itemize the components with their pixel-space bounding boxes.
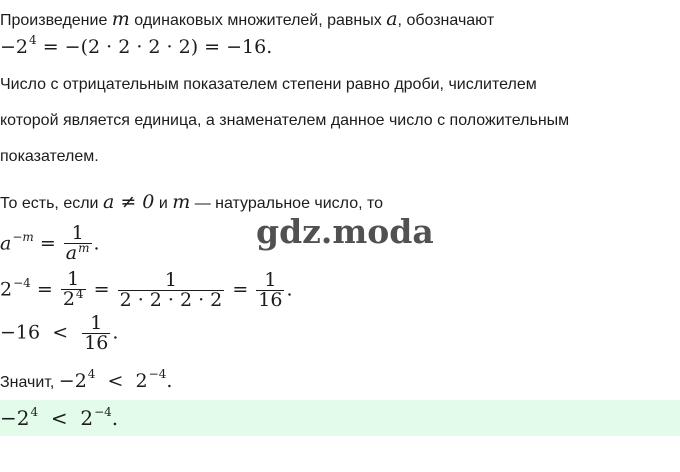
f2-fraction-3 (256, 271, 284, 310)
eq1-lhs-base: −2 (0, 36, 29, 58)
f2-fraction-2-den: 2 · 2 · 2 · 2 (119, 289, 223, 311)
f3-lt: < (52, 321, 69, 344)
var-a: a (386, 8, 398, 30)
f1-eq: = (39, 232, 56, 255)
formula-two-power (0, 270, 293, 311)
f2-lhs-exp: −4 (13, 275, 31, 290)
f1-numerator: 1 (71, 222, 84, 244)
equation-1 (0, 33, 273, 58)
f2-fraction-2 (118, 271, 225, 310)
intro-text-before: Произведение (0, 12, 108, 29)
condition-math: a ≠ 0 (102, 191, 155, 213)
var-m: m (111, 8, 130, 30)
formula-compare (0, 314, 118, 353)
f2-fraction-1 (61, 270, 86, 311)
answer-lt: < (50, 406, 68, 430)
f2-fraction-3-num: 1 (264, 269, 277, 291)
condition-text-middle: и (158, 195, 168, 212)
eq1-rhs: = −(2 · 2 · 2 · 2) = −16. (42, 36, 273, 58)
watermark-logo: gdz.moda (256, 212, 434, 251)
intro-line (0, 8, 494, 30)
f3-end: . (112, 321, 119, 344)
answer-line (0, 406, 118, 430)
f3-numerator: 1 (90, 312, 103, 334)
f3-fraction (82, 314, 110, 353)
f2-eq3: = (232, 278, 249, 301)
eq1-lhs-exp: 4 (29, 33, 37, 47)
f1-denominator: $a^m$ (65, 241, 90, 264)
f2-eq1: = (36, 278, 53, 301)
condition-text-before: То есть, если (0, 195, 99, 212)
paragraph-line-3: показателем. (0, 148, 99, 165)
f2-fraction-2-num: 1 (164, 269, 177, 291)
condition-line (0, 191, 383, 213)
intro-text-middle: одинаковых множителей, равных (134, 12, 382, 29)
paragraph-line-1: Число с отрицательным показателем степени равно дроби, числителем (0, 76, 537, 93)
f2-lhs-base: 2 (0, 278, 13, 301)
answer-rhs-exp: −4 (94, 405, 112, 419)
f3-denominator: 16 (84, 332, 109, 354)
f1-end: . (93, 232, 100, 255)
condition-var-m: m (172, 191, 191, 213)
formula-negative-exponent (0, 224, 100, 265)
f2-fraction-3-den: 16 (258, 289, 283, 311)
answer-rhs: 2 (80, 406, 94, 430)
conclusion-math: $-2^4 < 2^{-4}$. (58, 367, 173, 392)
answer-lhs: −2 (0, 406, 30, 430)
f2-fraction-1-num: 1 (67, 268, 80, 290)
f1-lhs-base: a (0, 232, 12, 255)
f1-fraction (64, 224, 92, 265)
answer-end: . (111, 406, 119, 430)
paragraph-line-2: которой является единица, а знаменателем данное число с положительным (0, 112, 570, 129)
f2-eq2: = (93, 278, 110, 301)
f2-end: . (286, 278, 293, 301)
conclusion-line (0, 367, 173, 392)
condition-text-after: — натуральное число, то (194, 195, 384, 212)
answer-lhs-exp: 4 (30, 405, 39, 419)
conclusion-label: Значит, (0, 374, 55, 391)
f3-lhs: −16 (0, 321, 41, 344)
f1-lhs-exp: −m (12, 229, 34, 244)
intro-text-after: , обозначают (397, 12, 495, 29)
f2-fraction-1-den: $2^4$ (62, 287, 84, 310)
